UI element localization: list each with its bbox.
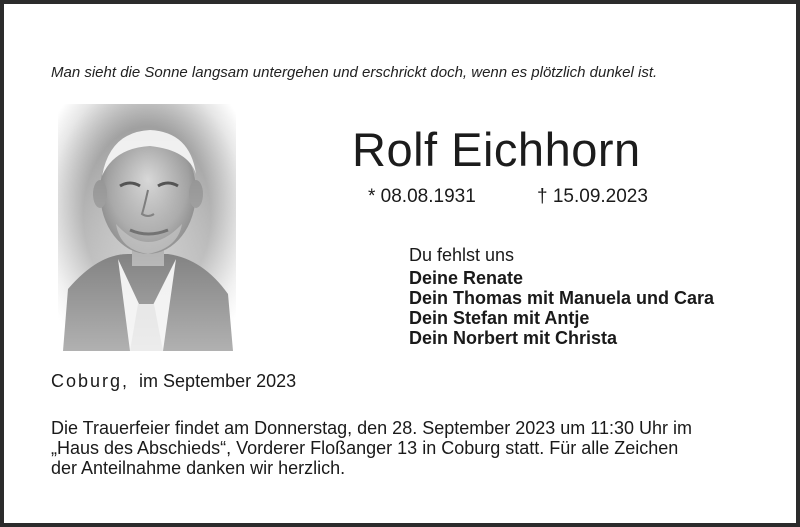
service-text <box>51 418 771 478</box>
family-member: Deine Renate <box>409 268 524 288</box>
place-name: Coburg, <box>51 371 130 391</box>
family-member: Dein Thomas mit Manuela und Cara <box>409 288 715 308</box>
place-date-line <box>51 371 296 392</box>
service-line: Die Trauerfeier findet am Donnerstag, den 28. September 2023 um 11:30 Uhr im <box>51 418 693 438</box>
service-line: „Haus des Abschieds“, Vorderer Floßanger 13 in Coburg statt. Für alle Zeichen <box>51 438 679 458</box>
family-member: Dein Stefan mit Antje <box>409 308 590 328</box>
service-line: der Anteilnahme danken wir herzlich. <box>51 458 346 478</box>
deceased-name: Rolf Eichhorn <box>352 123 641 176</box>
date-text: im September 2023 <box>139 371 297 391</box>
birth-date: * 08.08.1931 <box>368 186 476 207</box>
missing-line: Du fehlst uns <box>409 245 515 265</box>
family-member: Dein Norbert mit Christa <box>409 328 618 348</box>
family-list <box>409 268 714 348</box>
quote-text: Man sieht die Sonne langsam untergehen und erschrickt doch, wenn es plötzlich dunkel ist. <box>51 64 658 81</box>
death-date: † 15.09.2023 <box>537 186 648 207</box>
portrait-photo <box>58 104 236 351</box>
